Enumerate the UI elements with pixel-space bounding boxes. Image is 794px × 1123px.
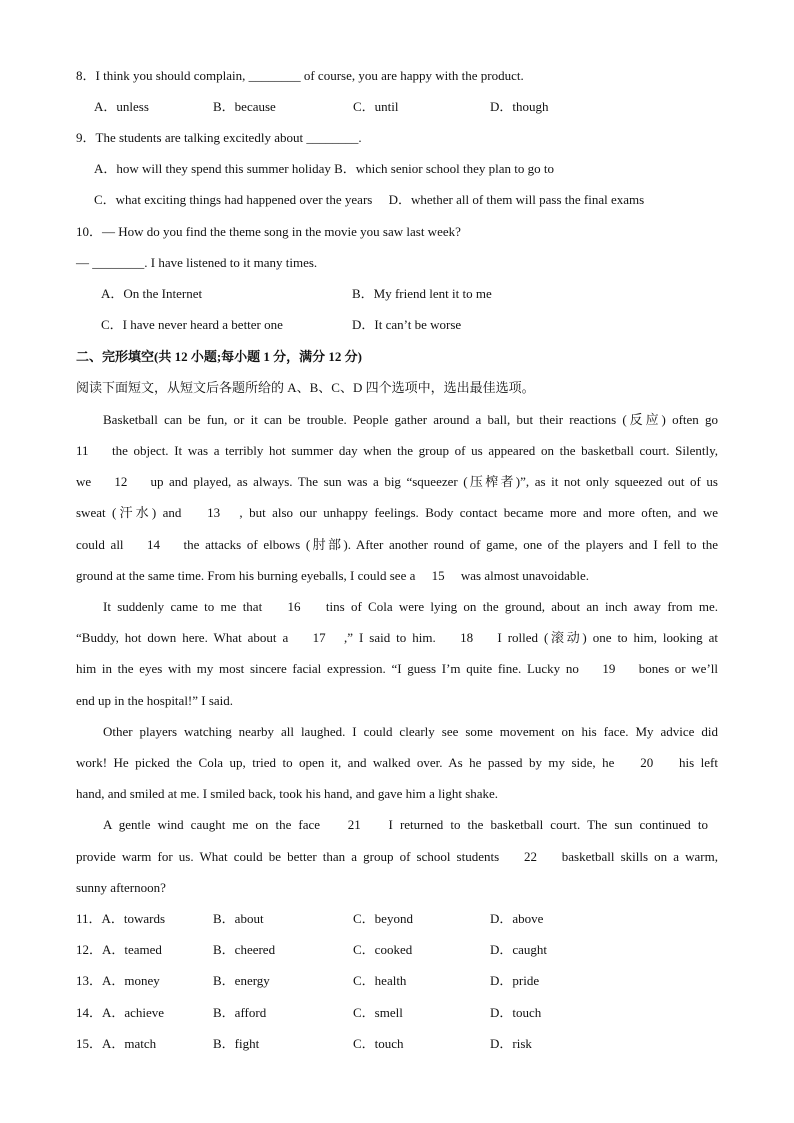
- choice-13-d: D．pride: [490, 973, 540, 988]
- passage-line: end up in the hospital!” I said.: [76, 693, 234, 708]
- choice-12-d: D．caught: [490, 942, 548, 957]
- question-9-stem: 9．The students are talking excitedly about ________.: [76, 130, 362, 145]
- section-2-title: 二、完形填空(共 12 小题;每小题 1 分，满分 12 分): [76, 349, 362, 364]
- question-10-option-b: B．My friend lent it to me: [352, 286, 492, 301]
- choice-12-b: B．cheered: [213, 942, 276, 957]
- choice-11-b: B．about: [213, 911, 264, 926]
- passage-line: 11 the object. It was a terribly hot summer day when the group of us appeared on the basketball court. Silently,: [76, 443, 718, 458]
- choice-11-a: 11．A．towards: [76, 911, 166, 926]
- passage-line: sunny afternoon?: [76, 880, 166, 895]
- choice-15-a: 15．A．match: [76, 1036, 157, 1051]
- passage-line: provide warm for us. What could be better than a group of school students 22 basketball skills on a warm,: [76, 849, 718, 864]
- question-10-reply: — ________. I have listened to it many times.: [76, 255, 318, 270]
- choice-12-c: C．cooked: [353, 942, 413, 957]
- choice-13-b: B．energy: [213, 973, 270, 988]
- question-8-stem: 8．I think you should complain, ________ of course, you are happy with the product.: [76, 68, 524, 83]
- choice-14-a: 14．A．achieve: [76, 1005, 165, 1020]
- passage-line: Basketball can be fun, or it can be trouble. People gather around a ball, but their reactions (反应) often go: [103, 412, 718, 427]
- question-8-option-a: A．unless: [94, 99, 149, 114]
- choice-14-d: D．touch: [490, 1005, 542, 1020]
- section-2-instruction: 阅读下面短文，从短文后各题所给的 A、B、C、D 四个选项中，选出最佳选项。: [76, 380, 535, 395]
- passage-line: Other players watching nearby all laughed. I could clearly see some movement on his face. My advice did: [103, 724, 718, 739]
- question-9-options-cd: C．what exciting things had happened over the years D．whether all of them will pass the final exams: [94, 192, 645, 207]
- question-10-option-c: C．I have never heard a better one: [101, 317, 283, 332]
- choice-13-c: C．health: [353, 973, 407, 988]
- choice-12-a: 12．A．teamed: [76, 942, 162, 957]
- passage-line: It suddenly came to me that 16 tins of Cola were lying on the ground, about an inch away from me.: [103, 599, 718, 614]
- choice-15-d: D．risk: [490, 1036, 532, 1051]
- question-10-option-a: A．On the Internet: [101, 286, 203, 301]
- choice-11-d: D．above: [490, 911, 544, 926]
- choice-14-b: B．afford: [213, 1005, 267, 1020]
- choice-15-b: B．fight: [213, 1036, 260, 1051]
- passage-line: ground at the same time. From his burning eyeballs, I could see a 15 was almost unavoidable.: [76, 568, 590, 583]
- choice-13-a: 13．A．money: [76, 973, 160, 988]
- passage-line: hand, and smiled at me. I smiled back, took his hand, and gave him a light shake.: [76, 786, 499, 801]
- passage-line: work! He picked the Cola up, tried to open it, and walked over. As he passed by my side, he 20 his left: [76, 755, 718, 770]
- choice-14-c: C．smell: [353, 1005, 403, 1020]
- question-10-option-d: D．It can’t be worse: [352, 317, 462, 332]
- passage-line: him in the eyes with my most sincere facial expression. “I guess I’m quite fine. Lucky no 19 bones or we’ll: [76, 661, 718, 676]
- question-8-option-b: B．because: [213, 99, 276, 114]
- question-10-stem: 10．— How do you find the theme song in the movie you saw last week?: [76, 224, 461, 239]
- passage-line: sweat (汗水) and 13 , but also our unhappy feelings. Body contact became more and more often, and we: [76, 505, 718, 520]
- passage-line: “Buddy, hot down here. What about a 17 ,” I said to him. 18 I rolled (滚动) one to him, looking at: [76, 630, 718, 645]
- passage-line: A gentle wind caught me on the face 21 I returned to the basketball court. The sun continued to: [103, 817, 708, 832]
- passage-line: could all 14 the attacks of elbows (肘部). After another round of game, one of the players and I fell to the: [76, 537, 718, 552]
- question-9-options-ab: A．how will they spend this summer holiday B．which senior school they plan to go to: [94, 161, 555, 176]
- choice-15-c: C．touch: [353, 1036, 404, 1051]
- choice-11-c: C．beyond: [353, 911, 413, 926]
- question-8-option-d: D．though: [490, 99, 549, 114]
- passage-line: we 12 up and played, as always. The sun was a big “squeezer (压榨者)”, as it not only squeezed out of us: [76, 474, 718, 489]
- question-8-option-c: C．until: [353, 99, 399, 114]
